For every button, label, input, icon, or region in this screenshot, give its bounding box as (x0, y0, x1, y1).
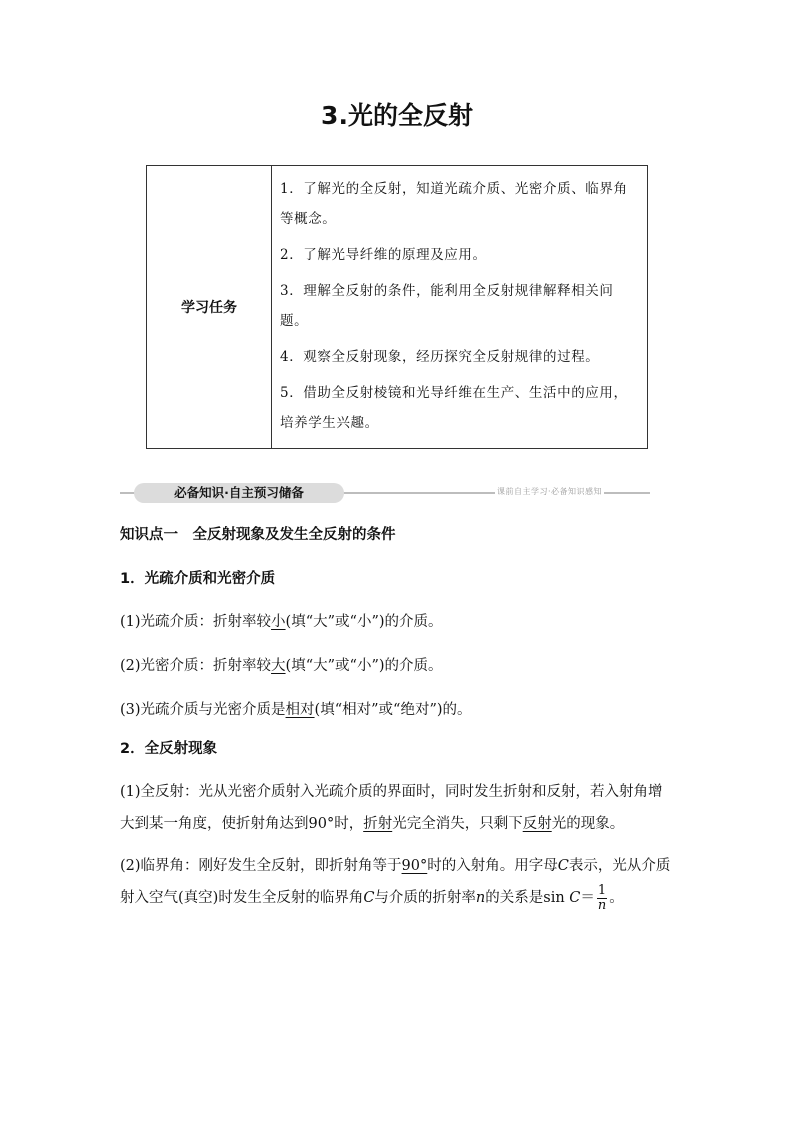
text: 光的现象。 (551, 816, 625, 832)
answer-blank: 相对 (285, 702, 315, 718)
text: (2)临界角：刚好发生全反射，即折射角等于 (120, 858, 402, 874)
answer-blank: 折射 (363, 816, 393, 832)
subheading-media: 1．光疏介质和光密介质 (120, 571, 276, 587)
paragraph-total-reflection (120, 776, 675, 840)
section-band (120, 482, 650, 504)
text: (填“大”或“小”)的介质。 (285, 658, 443, 674)
text: (3)光疏介质与光密介质是 (120, 702, 286, 718)
page-title: 3.光的全反射 (321, 101, 473, 130)
paragraph-dense-medium (120, 650, 675, 682)
answer-blank: 反射 (522, 816, 552, 832)
paragraph-critical-angle (120, 850, 675, 914)
text: 光完全消失，只剩下 (392, 816, 523, 832)
task-item: 4．观察全反射现象，经历探究全反射规律的过程。 (280, 349, 600, 365)
text: 的关系是sin (485, 890, 570, 906)
learning-task-list (272, 166, 648, 449)
fraction-denominator: n (597, 897, 607, 913)
paragraph-relative (120, 694, 675, 726)
task-item: 1．了解光的全反射，知道光疏介质、光密介质、临界角等概念。 (280, 181, 628, 227)
fraction-one-over-n (597, 884, 607, 913)
answer-blank: 大 (271, 658, 286, 674)
task-item: 2．了解光导纤维的原理及应用。 (280, 247, 487, 263)
task-item: 3．理解全反射的条件，能利用全反射规律解释相关问题。 (280, 283, 614, 329)
task-item: 5．借助全反射棱镜和光导纤维在生产、生活中的应用，培养学生兴趣。 (280, 385, 628, 431)
knowledge-content (120, 524, 675, 914)
subheading-total-reflection: 2．全反射现象 (120, 741, 218, 757)
text: 表示，光从介质射入空气(真空)时发生全反射的临界角 (120, 858, 671, 906)
symbol-n: n (475, 890, 486, 906)
text: (填“相对”或“绝对”)的。 (314, 702, 472, 718)
paragraph-sparse-medium (120, 606, 675, 638)
symbol-c: C (557, 858, 569, 874)
symbol-c: C (363, 890, 375, 906)
text: 与介质的折射率 (374, 890, 476, 906)
text: (1)光疏介质：折射率较 (120, 614, 272, 630)
text: 。 (609, 890, 624, 906)
answer-blank: 小 (271, 614, 286, 630)
answer-blank: 90° (401, 858, 428, 874)
text: 时的入射角。用字母 (427, 858, 558, 874)
text: (1)全反射：光从光密介质射入光疏介质的界面时，同时发生折射和反射，若入射角增大到某一角度，使折射角达到90°时， (120, 784, 663, 832)
text: (填“大”或“小”)的介质。 (285, 614, 443, 630)
learning-task-table (146, 165, 648, 449)
section-note: 课前自主学习·必备知识感知 (496, 487, 602, 496)
symbol-c: C (569, 890, 581, 906)
text: (2)光密介质：折射率较 (120, 658, 272, 674)
section-tag: 必备知识·自主预习储备 (134, 483, 344, 503)
fraction-numerator: 1 (597, 882, 607, 898)
knowledge-point-title: 知识点一 全反射现象及发生全反射的条件 (120, 527, 396, 543)
text: ＝ (580, 890, 595, 906)
learning-task-label: 学习任务 (147, 166, 272, 449)
